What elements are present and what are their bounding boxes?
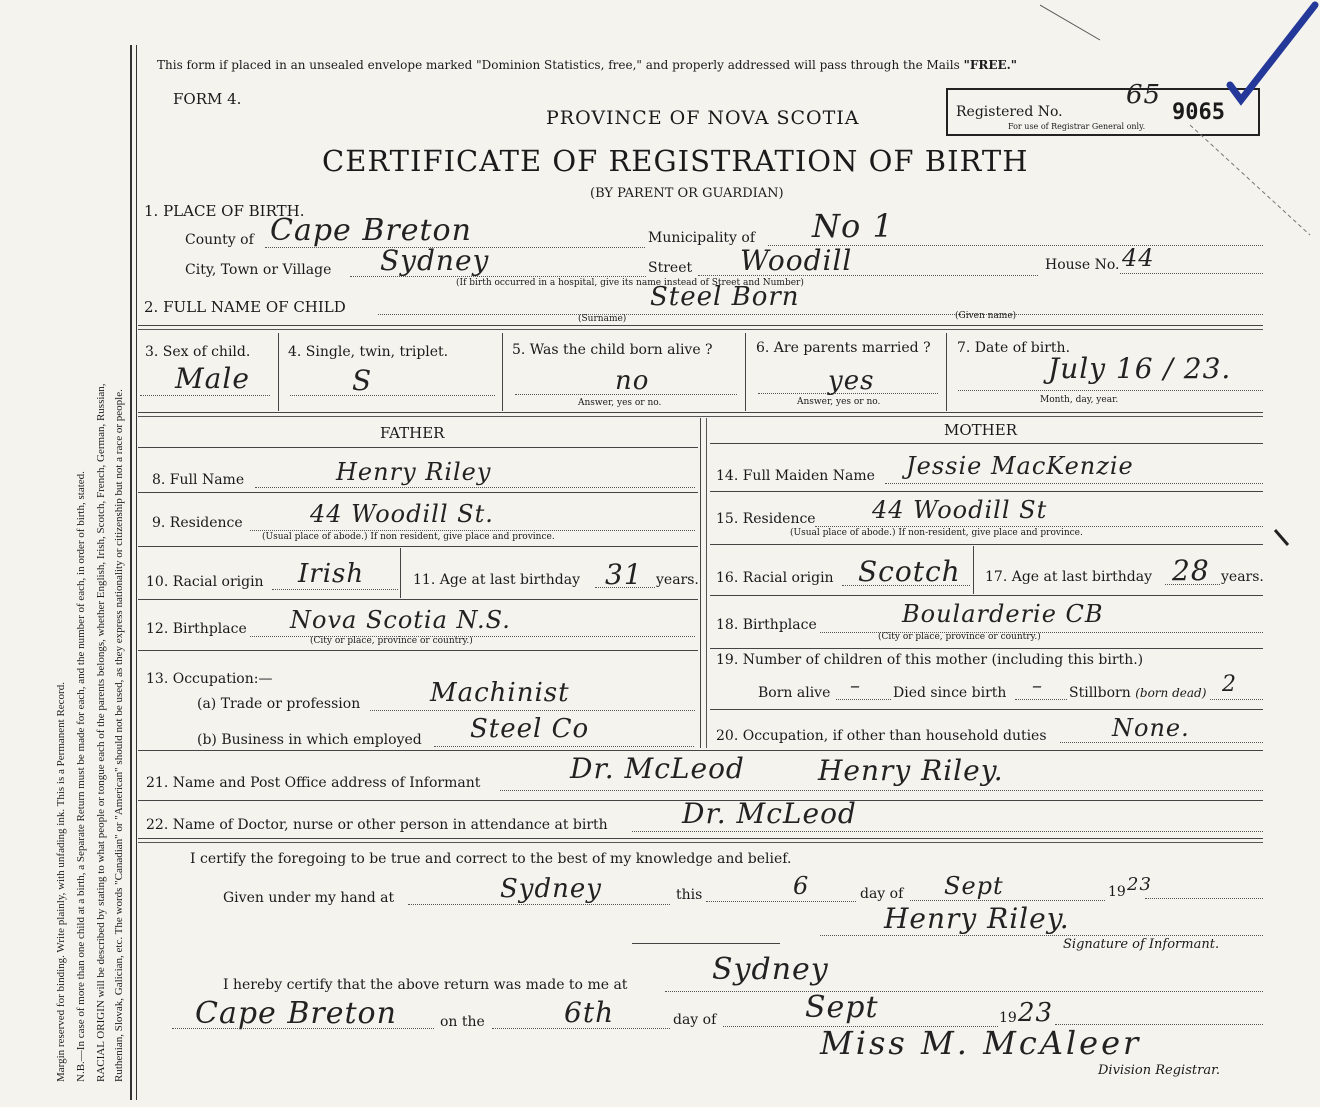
county-value: Cape Breton — [270, 213, 472, 248]
doctor-value: Dr. McLeod — [682, 797, 857, 830]
margin-note-racial-origin: RACIAL ORIGIN will be described by stating to what people or tongue each of the parents belongs, whether English, Irish, Scotch, French, German, Russian, — [95, 383, 107, 1082]
form-number: FORM 4. — [173, 90, 242, 108]
registrar-place-value: Sydney — [712, 952, 829, 987]
municipality-label: Municipality of — [648, 230, 756, 246]
father-residence-label: 9. Residence — [152, 515, 243, 531]
mother-occupation-value: None. — [1112, 714, 1190, 742]
province-title: PROVINCE OF NOVA SCOTIA — [546, 107, 860, 129]
margin-border-inner — [136, 45, 137, 1100]
hospital-note: (If birth occurred in a hospital, give its name instead of Street and Number) — [456, 278, 804, 288]
registrar-day-value: 6th — [564, 996, 615, 1029]
mother-birthplace-label: 18. Birthplace — [716, 617, 817, 633]
mother-residence-note: (Usual place of abode.) If non-resident, give place and province. — [790, 528, 1083, 538]
city-value: Sydney — [380, 244, 490, 277]
born-alive-note: Answer, yes or no. — [578, 398, 662, 408]
mother-name-label: 14. Full Maiden Name — [716, 468, 875, 484]
registered-label: Registered No. — [956, 104, 1063, 120]
margin-note-multiple-births: N.B.—In case of more than one child at a birth, a Separate Return must be made for each, and the number of each, in order of birth, stated. — [75, 471, 87, 1082]
born-alive-count-value: – — [850, 673, 861, 697]
registered-stamp: 9065 — [1172, 100, 1225, 125]
father-age-value: 31 — [605, 558, 643, 591]
day-value: 6 — [793, 872, 810, 900]
father-residence-note: (Usual place of abode.) If non resident, give place and province. — [262, 532, 555, 542]
registered-sublabel: For use of Registrar General only. — [1008, 122, 1146, 131]
registrar-year-prefix: 19 — [999, 1010, 1017, 1026]
date-of-birth-label: 7. Date of birth. — [957, 340, 1071, 356]
father-name-label: 8. Full Name — [152, 472, 245, 488]
mother-occupation-label: 20. Occupation, if other than household duties — [716, 728, 1047, 744]
street-value: Woodill — [740, 244, 853, 277]
born-alive-value: no — [615, 366, 650, 396]
month-value: Sept — [944, 872, 1004, 900]
child-name-label: 2. FULL NAME OF CHILD — [144, 298, 346, 316]
parents-married-label: 6. Are parents married ? — [756, 340, 931, 356]
given-under-hand-label: Given under my hand at — [223, 890, 395, 906]
given-name-note: (Given name) — [955, 311, 1017, 321]
margin-note-binding: Margin reserved for binding. Write plainly, with unfading ink. This is a Permanent Record. — [55, 682, 67, 1082]
business-label: (b) Business in which employed — [197, 732, 422, 748]
father-birthplace-label: 12. Birthplace — [146, 621, 247, 637]
on-the-label: on the — [440, 1014, 485, 1030]
this-label: this — [676, 887, 703, 903]
died-since-birth-value: – — [1032, 673, 1043, 697]
parents-married-note: Answer, yes or no. — [797, 397, 881, 407]
plurality-label: 4. Single, twin, triplet. — [288, 344, 449, 360]
certificate-title: CERTIFICATE OF REGISTRATION OF BIRTH — [322, 144, 1029, 178]
surname-note: (Surname) — [578, 314, 627, 324]
mother-birthplace-value: Boularderie CB — [902, 600, 1104, 628]
mother-residence-label: 15. Residence — [716, 511, 816, 527]
registrar-month-value: Sept — [805, 990, 879, 1025]
house-number-label: House No. — [1045, 257, 1120, 273]
father-residence-value: 44 Woodill St. — [310, 500, 494, 528]
house-number-value: 44 — [1122, 244, 1155, 272]
stillborn-label: Stillborn (born dead) — [1069, 685, 1207, 701]
registrar-signature: Miss M. McAleer — [820, 1024, 1142, 1062]
father-racial-value: Irish — [298, 559, 365, 589]
county-label: County of — [185, 232, 254, 248]
father-racial-label: 10. Racial origin — [146, 574, 264, 590]
division-registrar-label: Division Registrar. — [1098, 1063, 1220, 1078]
informant-label: 21. Name and Post Office address of Informant — [146, 775, 481, 791]
mother-racial-label: 16. Racial origin — [716, 570, 834, 586]
city-label: City, Town or Village — [185, 262, 332, 278]
mother-name-value: Jessie MacKenzie — [906, 452, 1134, 480]
doctor-label: 22. Name of Doctor, nurse or other person in attendance at birth — [146, 817, 608, 833]
mother-age-value: 28 — [1172, 554, 1210, 587]
father-birthplace-note: (City or place, province or country.) — [310, 636, 473, 646]
father-age-label: 11. Age at last birthday — [413, 572, 581, 588]
informant-value-1: Dr. McLeod — [570, 752, 745, 785]
registrar-day-of-label: day of — [673, 1012, 717, 1028]
municipality-value: No 1 — [812, 207, 894, 245]
business-value: Steel Co — [470, 714, 590, 744]
year-value: 23 — [1127, 874, 1152, 895]
father-name-value: Henry Riley — [336, 458, 492, 486]
registrar-statement: I hereby certify that the above return was made to me at — [223, 977, 628, 993]
father-heading: FATHER — [380, 424, 445, 442]
stillborn-value: 2 — [1222, 672, 1237, 697]
occupation-label: 13. Occupation:— — [146, 671, 273, 687]
date-of-birth-value: July 16 / 23. — [1048, 352, 1232, 385]
born-alive-count-label: Born alive — [758, 685, 831, 701]
signature-of-informant-label: Signature of Informant. — [1063, 937, 1220, 952]
parents-married-value: yes — [828, 366, 875, 396]
year-prefix: 19 — [1108, 884, 1126, 900]
mother-heading: MOTHER — [944, 421, 1017, 439]
mother-residence-value: 44 Woodill St — [872, 496, 1048, 524]
parents-divider — [700, 418, 701, 748]
place-of-birth-label: 1. PLACE OF BIRTH. — [144, 202, 305, 220]
margin-note-nationality: Ruthenian, Slovak, Galician, etc. The words "Canadian" or "American" should not be used, as they express nationality or citizenship but not a race or people. — [113, 389, 125, 1082]
certify-statement: I certify the foregoing to be true and correct to the best of my knowledge and belief. — [190, 851, 792, 867]
mail-notice: This form if placed in an unsealed envelope marked "Dominion Statistics, free," and properly addressed will pass through the Mails "FREE." — [157, 58, 1018, 72]
certificate-subtitle: (BY PARENT OR GUARDIAN) — [590, 186, 784, 201]
father-birthplace-value: Nova Scotia N.S. — [290, 606, 511, 634]
mother-age-unit: years. — [1221, 569, 1264, 585]
father-age-unit: years. — [656, 572, 699, 588]
informant-value-2: Henry Riley. — [818, 754, 1004, 787]
registered-handwritten: 65 — [1126, 80, 1162, 110]
mother-birthplace-note: (City or place, province or country.) — [878, 632, 1041, 642]
born-alive-label: 5. Was the child born alive ? — [512, 342, 713, 358]
died-since-birth-label: Died since birth — [893, 685, 1007, 701]
informant-signature: Henry Riley. — [884, 902, 1070, 935]
date-of-birth-note: Month, day, year. — [1040, 395, 1119, 405]
mother-age-label: 17. Age at last birthday — [985, 569, 1153, 585]
day-of-label: day of — [860, 886, 904, 902]
margin-border-outer — [130, 45, 132, 1100]
children-count-label: 19. Number of children of this mother (including this birth.) — [716, 652, 1144, 668]
sex-value: Male — [175, 362, 250, 395]
registrar-year-value: 23 — [1018, 998, 1054, 1028]
sex-label: 3. Sex of child. — [145, 344, 251, 360]
plurality-value: S — [352, 364, 373, 397]
registrar-county-value: Cape Breton — [195, 996, 397, 1031]
trade-value: Machinist — [430, 678, 570, 708]
trade-label: (a) Trade or profession — [197, 696, 361, 712]
mother-racial-value: Scotch — [858, 555, 961, 588]
child-name-value: Steel Born — [650, 282, 800, 312]
street-label: Street — [648, 260, 693, 276]
given-place-value: Sydney — [500, 874, 602, 904]
